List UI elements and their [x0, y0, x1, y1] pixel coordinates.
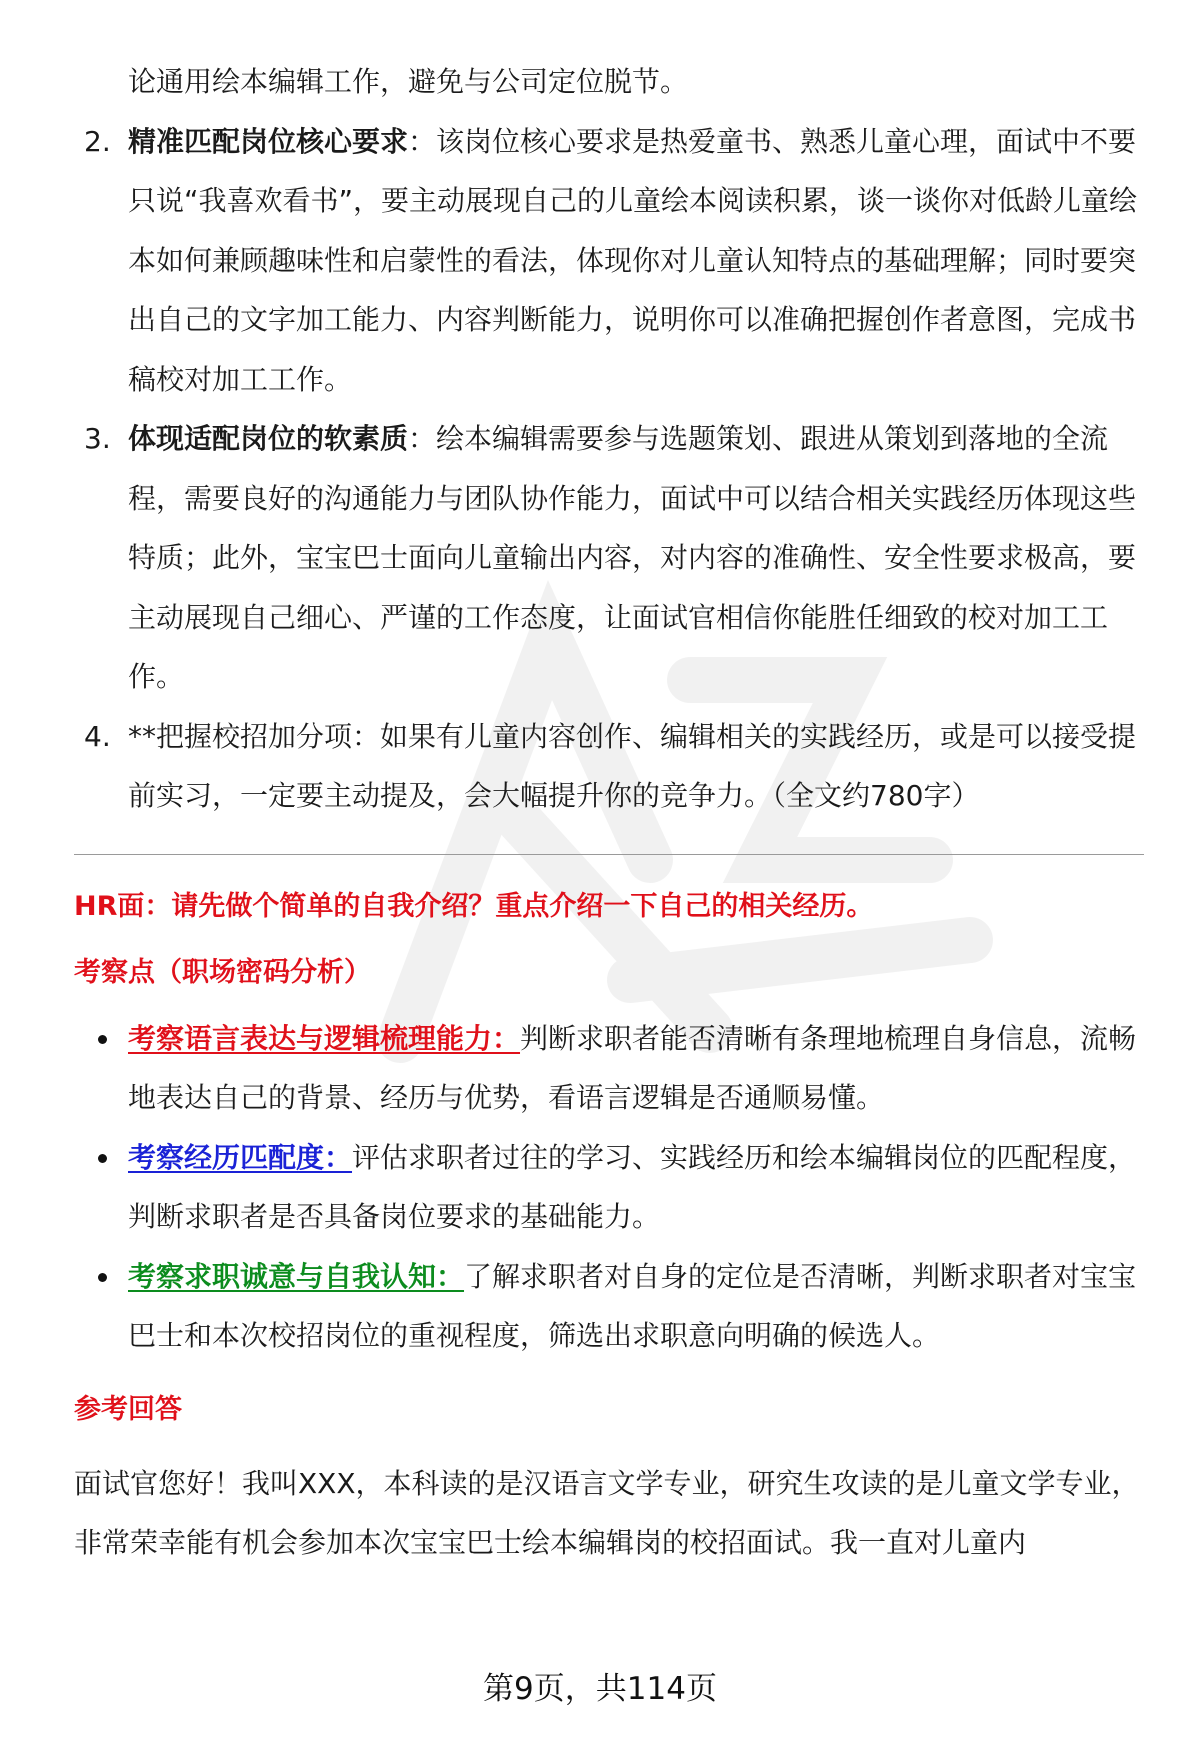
bullet-key: 考察求职诚意与自我认知：	[128, 1259, 465, 1293]
list-number: 4.	[84, 719, 111, 753]
kaocha-heading: 考察点（职场密码分析）	[74, 956, 371, 988]
tips-list	[74, 112, 1144, 826]
list-item-text: ：绘本编辑需要参与选题策划、跟进从策划到落地的全流程，需要良好的沟通能力与团队协作能力，面试中可以结合相关实践经历体现这些特质；此外，宝宝巴士面向儿童输出内容，对内容的准确性、安全性要求极高，要主动展现自己细心、严谨的工作态度，让面试官相信你能胜任细致的校对加工工作。	[128, 422, 1137, 693]
bullet-text: 判断求职者能否清晰有条理地梳理自身信息，流畅地表达自己的背景、经历与优势，看语言逻辑是否通顺易懂。	[128, 1021, 1137, 1114]
bullet-key: 考察经历匹配度：	[128, 1140, 353, 1174]
list-item	[74, 1128, 1144, 1247]
answer-heading: 参考回答	[74, 1393, 182, 1425]
bullet-key: 考察语言表达与逻辑梳理能力：	[128, 1021, 521, 1055]
list-number: 2.	[84, 124, 111, 158]
bullet-text: 评估求职者过往的学习、实践经历和绘本编辑岗位的匹配程度，判断求职者是否具备岗位要求的基础能力。	[128, 1140, 1137, 1233]
main-content	[74, 52, 1144, 1573]
list-item-title: 体现适配岗位的软素质	[128, 422, 409, 455]
bullet-icon	[98, 1035, 107, 1044]
list-item	[74, 707, 1144, 826]
bullet-icon	[98, 1273, 107, 1282]
kaocha-list	[74, 1009, 1144, 1366]
list-item	[74, 1009, 1144, 1128]
interview-question: HR面：请先做个简单的自我介绍？重点介绍一下自己的相关经历。	[74, 890, 874, 922]
list-item	[74, 1247, 1144, 1366]
bullet-text: 了解求职者对自身的定位是否清晰，判断求职者对宝宝巴士和本次校招岗位的重视程度，筛选出求职意向明确的候选人。	[128, 1259, 1137, 1352]
section-divider	[74, 854, 1144, 855]
list-item-text: **把握校招加分项：如果有儿童内容创作、编辑相关的实践经历，或是可以接受提前实习，一定要主动提及，会大幅提升你的竞争力。（全文约780字）	[128, 719, 1137, 812]
list-item	[74, 112, 1144, 410]
list-item-text: ：该岗位核心要求是热爱童书、熟悉儿童心理，面试中不要只说“我喜欢看书”，要主动展现自己的儿童绘本阅读积累，谈一谈你对低龄儿童绘本如何兼顾趣味性和启蒙性的看法，体现你对儿童认知特点的基础理解；同时要突出自己的文字加工能力、内容判断能力，说明你可以准确把握创作者意图，完成书稿校对加工工作。	[128, 124, 1138, 396]
list-item-title: 精准匹配岗位核心要求	[128, 124, 409, 158]
continued-paragraph: 论通用绘本编辑工作，避免与公司定位脱节。	[128, 65, 689, 98]
bullet-icon	[98, 1154, 107, 1163]
page-footer: 第9页，共114页	[483, 1671, 717, 1707]
list-item	[74, 409, 1144, 707]
list-number: 3.	[84, 422, 111, 455]
answer-paragraph: 面试官您好！我叫XXX，本科读的是汉语言文学专业，研究生攻读的是儿童文学专业，非常荣幸能有机会参加本次宝宝巴士绘本编辑岗的校招面试。我一直对儿童内	[74, 1466, 1140, 1559]
